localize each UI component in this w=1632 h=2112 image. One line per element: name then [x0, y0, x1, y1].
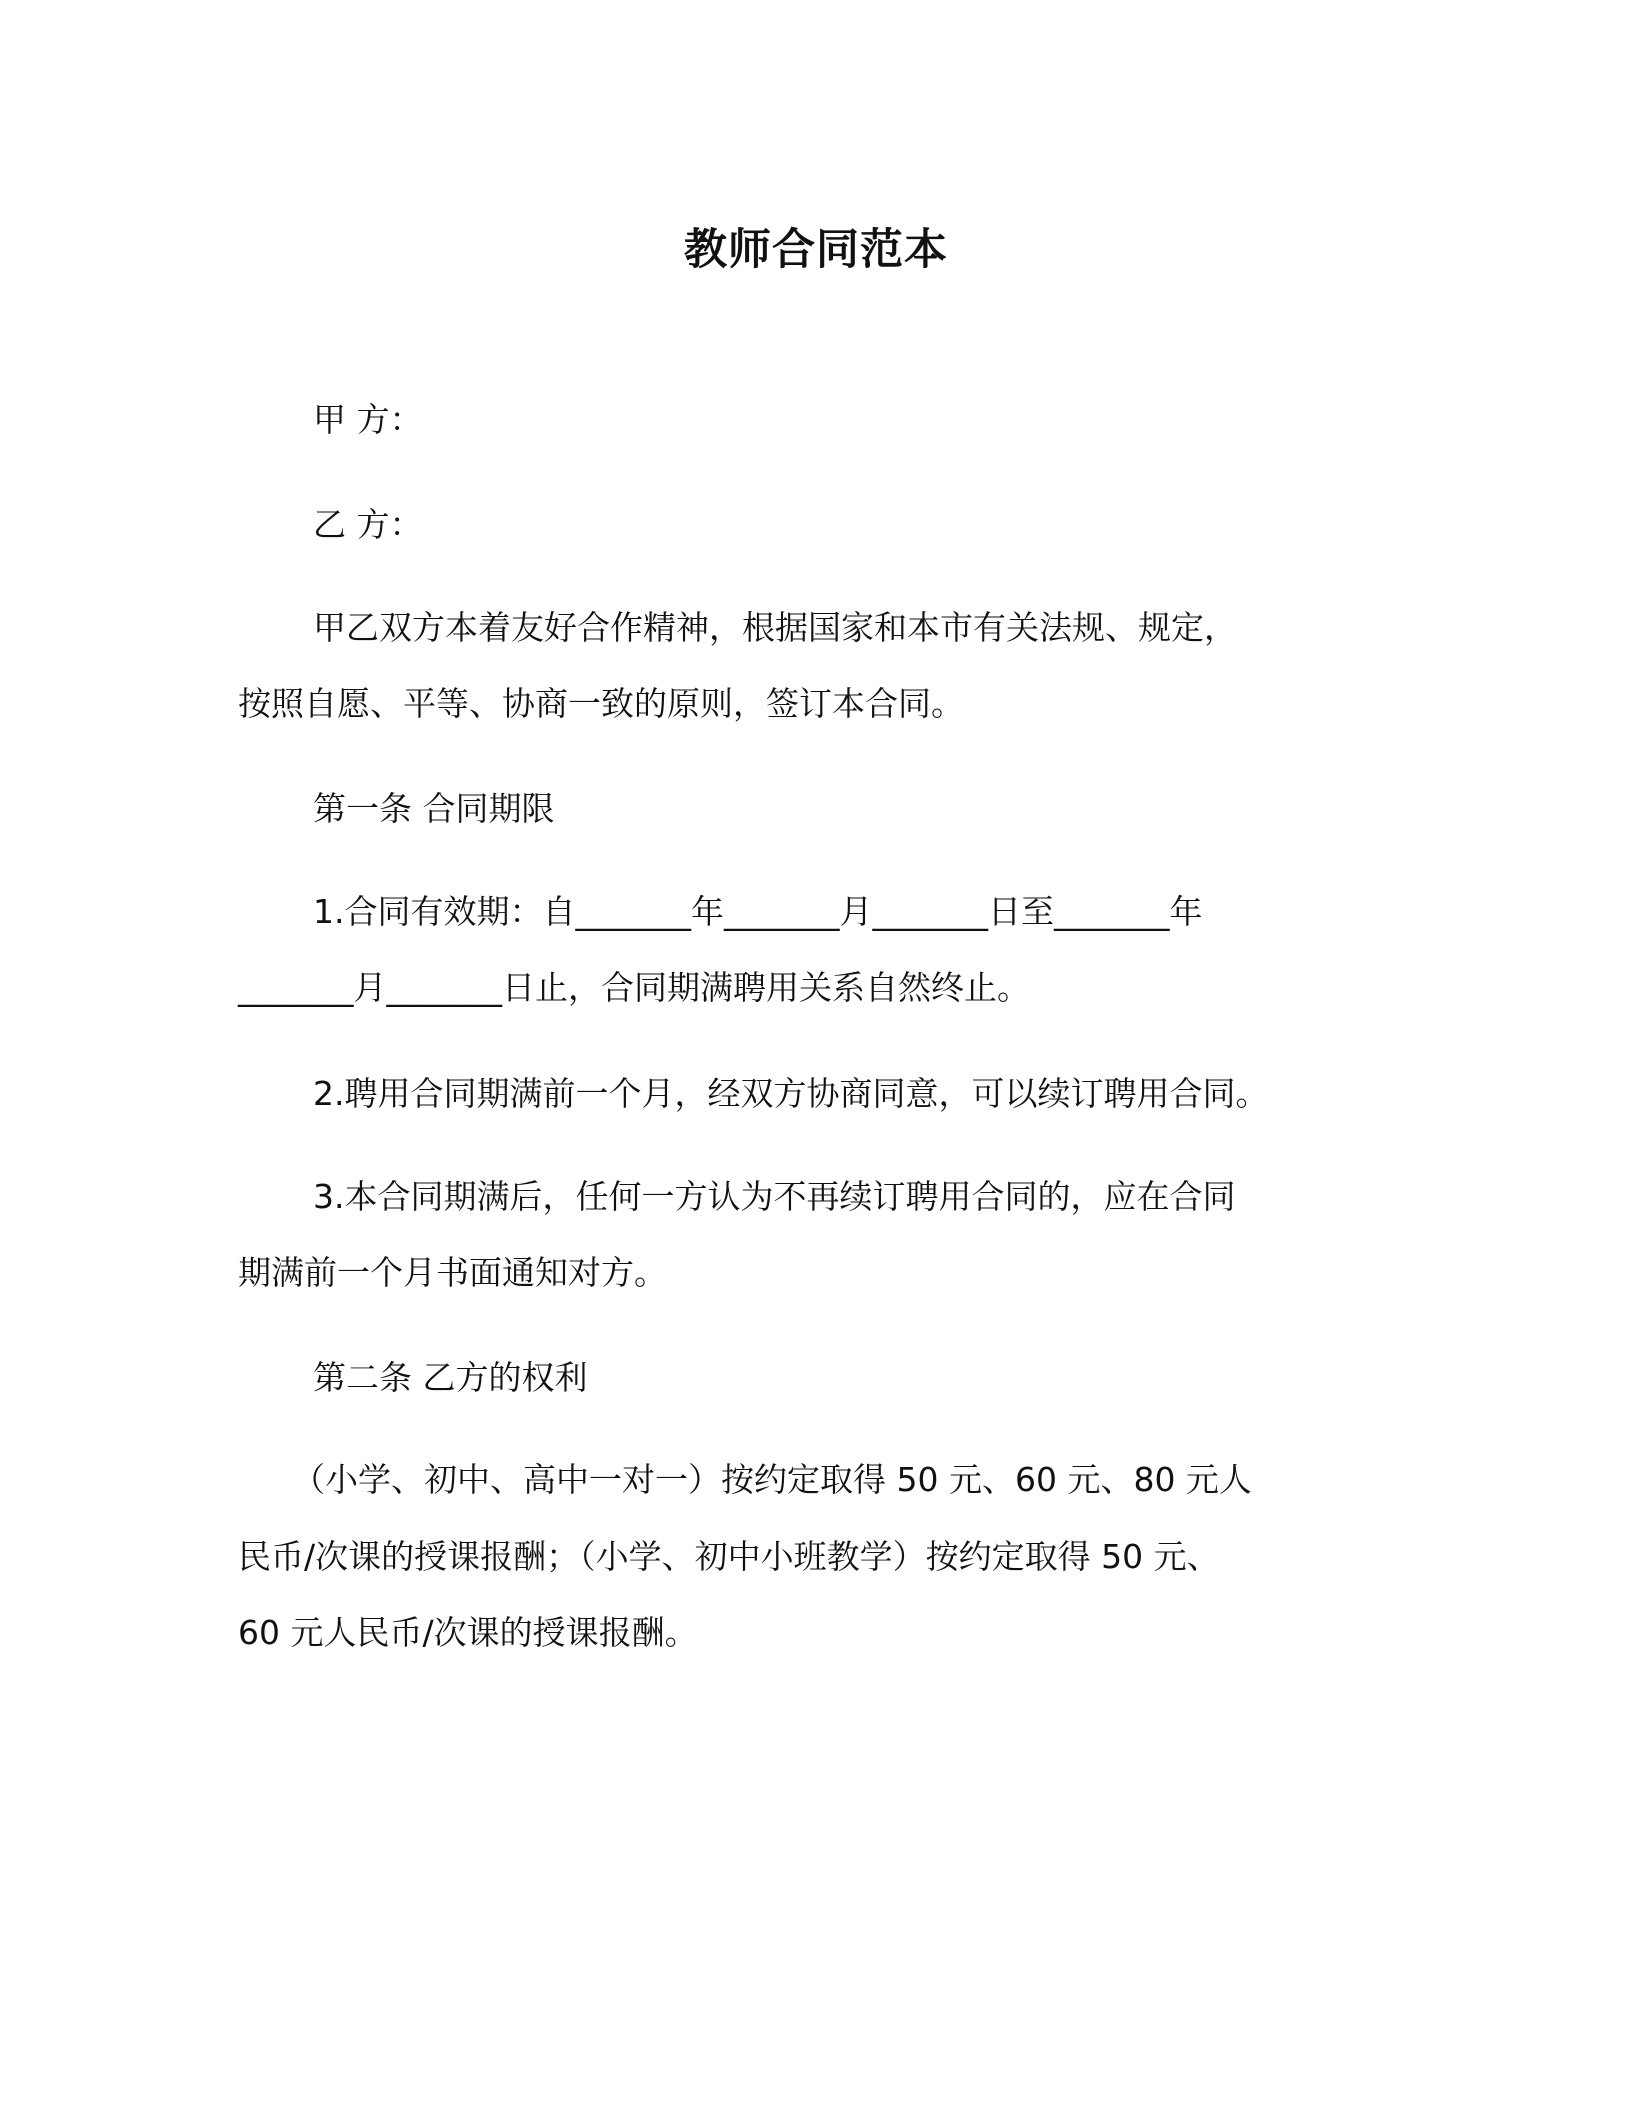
article2-paragraph-line-2: 民币/次课的授课报酬；（小学、初中小班教学）按约定取得 50 元、: [238, 1537, 1220, 1576]
preamble-line-2: 按照自愿、平等、协商一致的原则，签订本合同。: [238, 684, 964, 723]
article1-item3-line-1: 3.本合同期满后，任何一方认为不再续订聘用合同的，应在合同: [313, 1177, 1236, 1216]
preamble-line-1: 甲乙双方本着友好合作精神，根据国家和本市有关法规、规定，: [313, 608, 1237, 647]
article1-item1-line-1: 1.合同有效期：自_______年_______月_______日至_______年: [313, 892, 1203, 931]
article2-paragraph-line-1: （小学、初中、高中一对一）按约定取得 50 元、60 元、80 元人: [292, 1460, 1252, 1499]
party-b-label: 乙 方：: [313, 505, 423, 544]
article1-item3-line-2: 期满前一个月书面通知对方。: [238, 1253, 667, 1292]
article2-paragraph-line-3: 60 元人民币/次课的授课报酬。: [238, 1613, 698, 1652]
article1-item1-line-2: _______月_______日止，合同期满聘用关系自然终止。: [238, 968, 1030, 1007]
article2-heading: 第二条 乙方的权利: [313, 1358, 588, 1397]
article1-item2: 2.聘用合同期满前一个月，经双方协商同意，可以续订聘用合同。: [313, 1074, 1269, 1113]
party-a-label: 甲 方：: [313, 400, 423, 439]
document-title: 教师合同范本: [684, 225, 948, 275]
article1-heading: 第一条 合同期限: [313, 789, 555, 828]
